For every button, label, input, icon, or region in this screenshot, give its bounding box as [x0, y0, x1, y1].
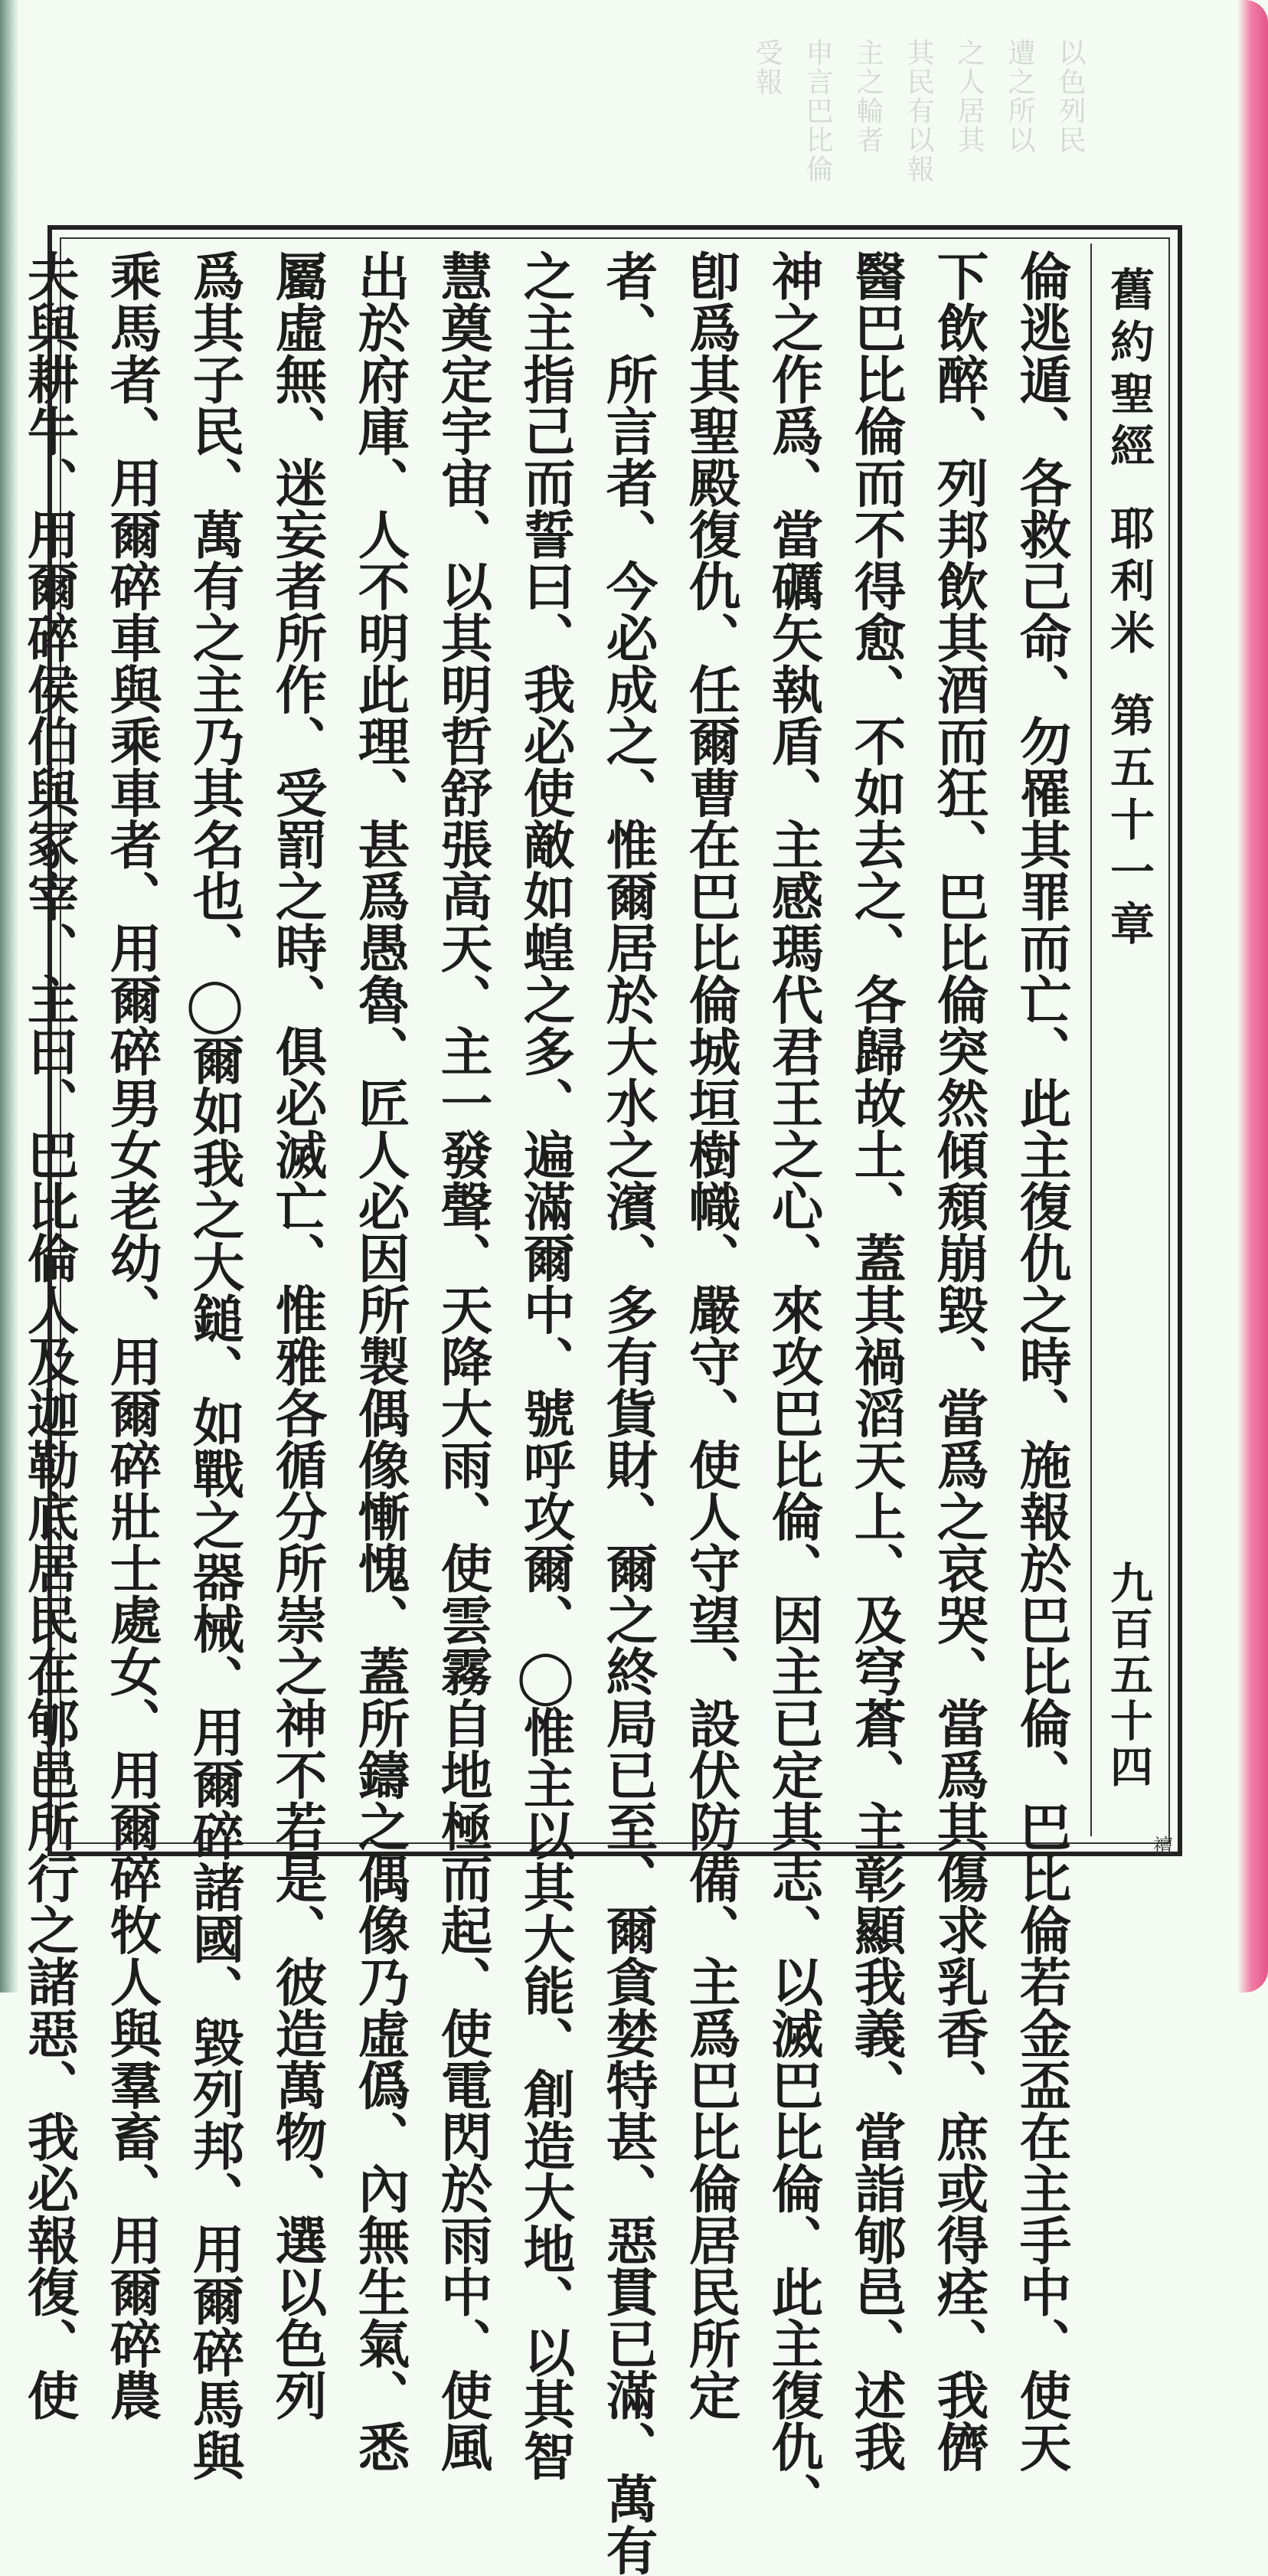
page-edge	[1237, 0, 1268, 1992]
text-column: 下飲醉、列邦飲其酒而狂、巴比倫突然傾頹崩毀、當爲之哀哭、當爲其傷求乳香、庶或得痊、我儕	[929, 250, 989, 2473]
text-column: 卽爲其聖殿復仇、任爾曹在巴比倫城垣樹幟、嚴守、使人守望、設伏防備、主爲巴比倫居民所定	[681, 250, 741, 2421]
text-column: 屬虛無、迷妄者所作、受罰之時、俱必滅亡、惟雅各循分所崇之神不若是、彼造萬物、選以色列	[267, 250, 328, 2421]
page-frame	[19, 225, 1182, 2576]
ghost-column: 之人居其	[953, 38, 985, 155]
text-column: 爲其子民、萬有之主乃其名也、◯爾如我之大鎚、如戰之器械、用爾碎諸國、毀列邦、用爾碎馬與	[185, 250, 245, 2481]
text-column: 醫巴比倫而不得愈、不如去之、各歸故土、蓋其禍滔天上、及穹蒼、主彰顯我義、當詣郇邑、述我	[846, 250, 907, 2473]
ghost-column: 主之輪者	[852, 38, 884, 155]
chapter-label: 第五十一章	[1103, 692, 1155, 953]
book-title: 舊約聖經	[1103, 266, 1155, 475]
ghost-column: 遭之所以	[1004, 38, 1035, 155]
text-column: 乘馬者、用爾碎車與乘車者、用爾碎男女老幼、用爾碎壯士處女、用爾碎牧人與羣畜、用爾碎農	[102, 250, 162, 2421]
text-column: 夫與耕牛、用爾碎侯伯與冢宰、主曰、巴比倫人及迦勒底居民在郇邑所行之諸惡、我必報復、使	[19, 250, 80, 2421]
marginal-mark: 䄠	[1152, 1836, 1173, 1858]
ghost-column: 受報	[751, 38, 783, 96]
text-column: 神之作爲、當礪矢執盾、主感瑪代君王之心、來攻巴比倫、因主已定其志、以滅巴比倫、此主復仇、	[763, 250, 824, 2524]
text-column: 者、所言者、今必成之、惟爾居於大水之濱、多有貨財、爾之終局已至、爾貪婪特甚、惡貫已滿、萬有	[598, 250, 659, 2576]
text-column: 慧奠定宇宙、以其明哲舒張高天、主一發聲、天降大雨、使雲霧自地極而起、使電閃於雨中、使風	[433, 250, 493, 2473]
ghost-column: 以色列民	[1054, 38, 1086, 155]
text-column	[0, 250, 8, 1835]
text-column: 出於府庫、人不明此理、甚爲愚魯、匠人必因所製偶像慚愧、蓋所鑄之偶像乃虛僞、內無生氣、悉	[350, 250, 410, 2473]
running-header	[1090, 244, 1165, 1836]
scripture-text	[19, 250, 1083, 2576]
text-column: 之主指己而誓曰、我必使敵如蝗之多、遍滿爾中、號呼攻爾、◯惟主以其大能、創造大地、以其智	[515, 250, 576, 2481]
text-column: 倫逃遁、各救己命、勿罹其罪而亡、此主復仇之時、施報於巴比倫、巴比倫若金盃在主手中、使天	[1011, 250, 1072, 2473]
header-title	[1092, 266, 1165, 953]
bleed-through-text	[69, 38, 1095, 214]
ghost-column: 其民有以報	[903, 38, 934, 184]
page-number: 九百五十四	[1103, 1561, 1154, 1790]
ghost-column: 申言巴比倫	[802, 38, 833, 184]
book-name: 耶利米	[1103, 505, 1155, 662]
